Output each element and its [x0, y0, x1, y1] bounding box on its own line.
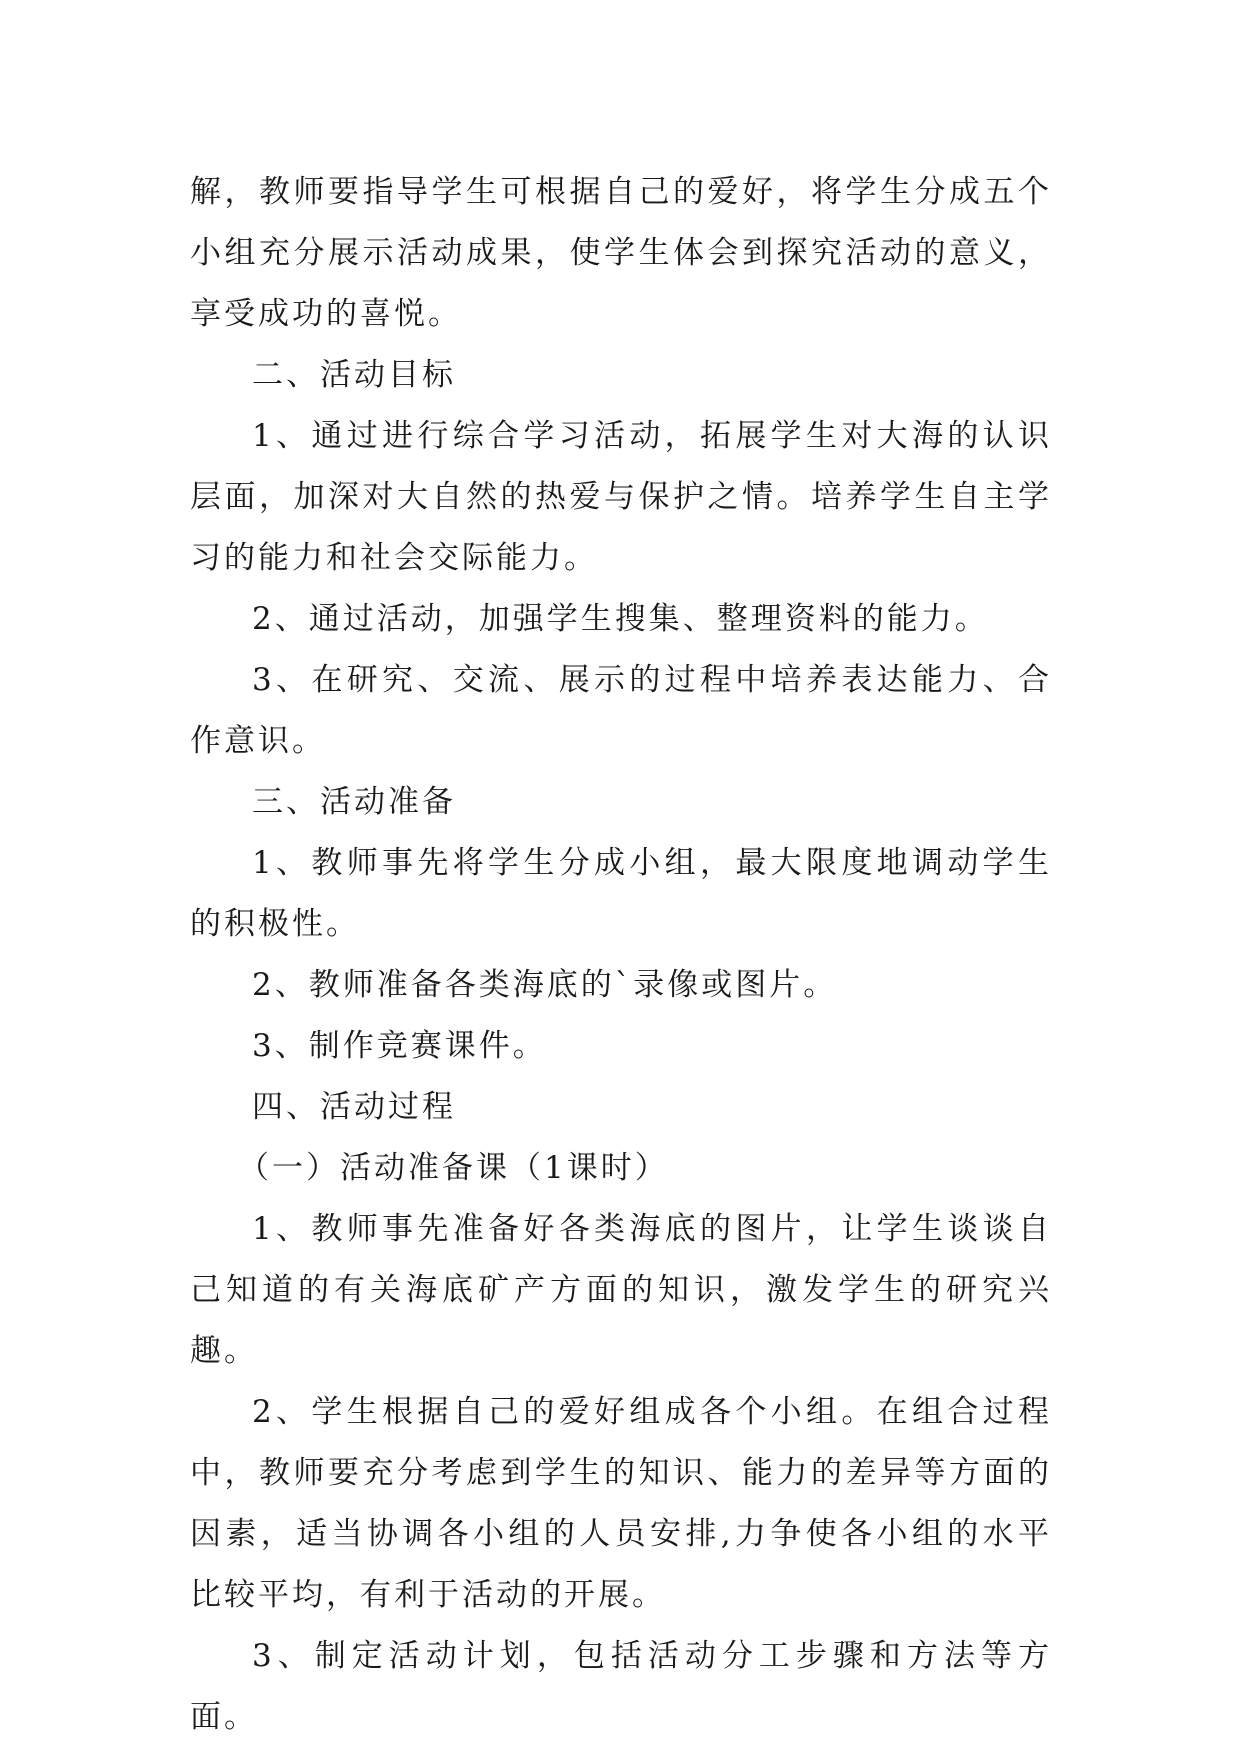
section-heading-process: 四、活动过程 [252, 1089, 456, 1125]
process-item-1: 1、教师事先准备好各类海底的图片，让学生谈谈自己知道的有关海底矿产方面的知识，激发学生的研究兴趣。 [190, 1211, 1052, 1369]
section-heading-goals: 二、活动目标 [252, 357, 456, 393]
preparation-item-2: 2、教师准备各类海底的`录像或图片。 [252, 967, 838, 1003]
preparation-item-1: 1、教师事先将学生分成小组，最大限度地调动学生的积极性。 [190, 845, 1052, 942]
section-heading-preparation: 三、活动准备 [252, 784, 456, 820]
process-item-3: 3、制定活动计划，包括活动分工步骤和方法等方面。 [190, 1638, 1052, 1735]
goal-item-1: 1、通过进行综合学习活动，拓展学生对大海的认识层面，加深对大自然的热爱与保护之情。培养学生自主学习的能力和社会交际能力。 [190, 418, 1052, 576]
goal-item-3: 3、在研究、交流、展示的过程中培养表达能力、合作意识。 [190, 662, 1052, 759]
goal-item-2: 2、通过活动，加强学生搜集、整理资料的能力。 [252, 601, 989, 637]
preparation-item-3: 3、制作竞赛课件。 [252, 1028, 547, 1064]
document-body [190, 162, 1052, 1748]
paragraph-continuation: 解，教师要指导学生可根据自己的爱好，将学生分成五个小组充分展示活动成果，使学生体会到探究活动的意义，享受成功的喜悦。 [190, 174, 1052, 332]
subsection-heading-prep-class: （一）活动准备课（1课时） [238, 1150, 669, 1186]
process-item-2: 2、学生根据自己的爱好组成各个小组。在组合过程中，教师要充分考虑到学生的知识、能力的差异等方面的因素，适当协调各小组的人员安排,力争使各小组的水平比较平均，有利于活动的开展。 [190, 1394, 1052, 1613]
